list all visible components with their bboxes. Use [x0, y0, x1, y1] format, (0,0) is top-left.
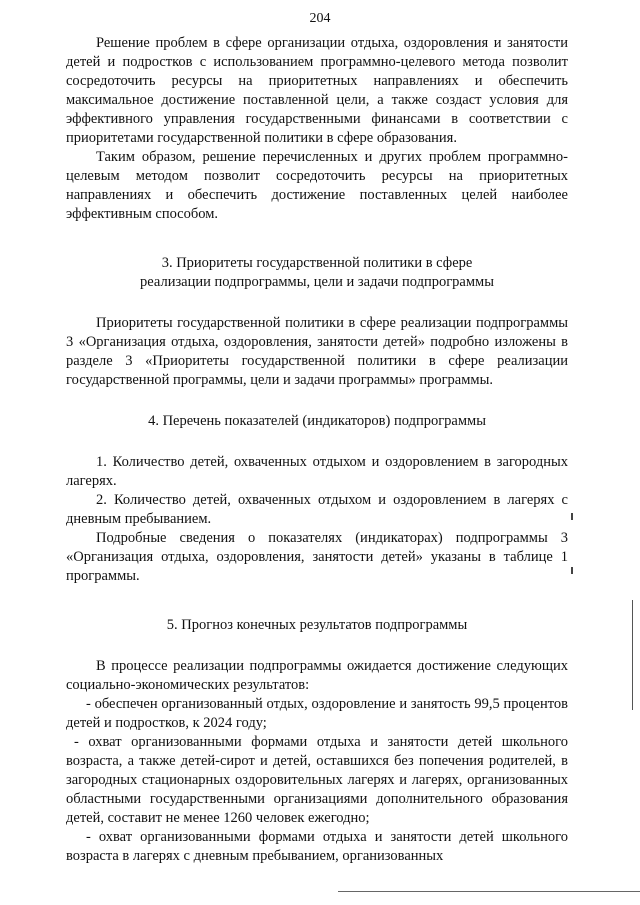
- paragraph-intro-2: Таким образом, решение перечисленных и других проблем программно-целевым методом позволит сосредоточить ресурсы на приоритетных направлениях и обеспечить достижение поставленных целей наиболее эффективным способом.: [66, 149, 568, 222]
- scan-speck: [571, 513, 573, 520]
- page-number: 204: [309, 11, 331, 26]
- section5-bullet: - охват организованными формами отдыха и занятости детей школьного возраста в лагерях с дневным пребыванием, организованных: [66, 829, 568, 864]
- section4-heading: 4. Перечень показателей (индикаторов) подпрограммы: [148, 413, 486, 429]
- section3-paragraph: Приоритеты государственной политики в сфере реализации подпрограммы 3 «Организация отдыха, оздоровления, занятости детей» подробно изложены в разделе 3 «Приоритеты государственной политики в сфере реализации государственной программы, цели и задачи программы» программы.: [66, 315, 568, 388]
- section3-heading-line1: 3. Приоритеты государственной политики в сфере: [161, 255, 473, 271]
- section4-list-item: 2. Количество детей, охваченных отдыхом и оздоровлением в лагерях с дневным пребыванием.: [66, 492, 568, 527]
- document-body: [66, 34, 568, 866]
- scan-artifact-bottom-line: [338, 891, 640, 892]
- section4-list-item: 1. Количество детей, охваченных отдыхом и оздоровлением в загородных лагерях.: [66, 454, 568, 489]
- section3-heading-line2: реализации подпрограммы, цели и задачи подпрограммы: [140, 274, 494, 290]
- section5-bullet: - обеспечен организованный отдых, оздоровление и занятость 99,5 процентов детей и подростков, к 2024 году;: [66, 696, 568, 731]
- section5-heading: 5. Прогноз конечных результатов подпрограммы: [166, 617, 468, 633]
- section5-bullet: - охват организованными формами отдыха и занятости детей школьного возраста, а также детей-сирот и детей, оставшихся без попечения родителей, в загородных стационарных оздоровительных лагерях и лагерях, организованных областными государственными организациями дополнительного образования детей, составит не менее 1260 человек ежегодно;: [66, 734, 568, 826]
- scan-artifact-vertical-line: [632, 600, 633, 710]
- paragraph-intro-1: Решение проблем в сфере организации отдыха, оздоровления и занятости детей и подростков с использованием программно-целевого метода позволит сосредоточить ресурсы на приоритетных направлениях и обеспечить максимальное достижение поставленной цели, а также создаст условия для эффективного управления государственными финансами в соответствии с приоритетами государственной политики в сфере образования.: [66, 35, 568, 146]
- scan-speck: [571, 567, 573, 574]
- section4-paragraph: Подробные сведения о показателях (индикаторах) подпрограммы 3 «Организация отдыха, оздоровления, занятости детей» указаны в таблице 1 программы.: [66, 530, 568, 584]
- section5-intro: В процессе реализации подпрограммы ожидается достижение следующих социально-экономических результатов:: [66, 658, 568, 693]
